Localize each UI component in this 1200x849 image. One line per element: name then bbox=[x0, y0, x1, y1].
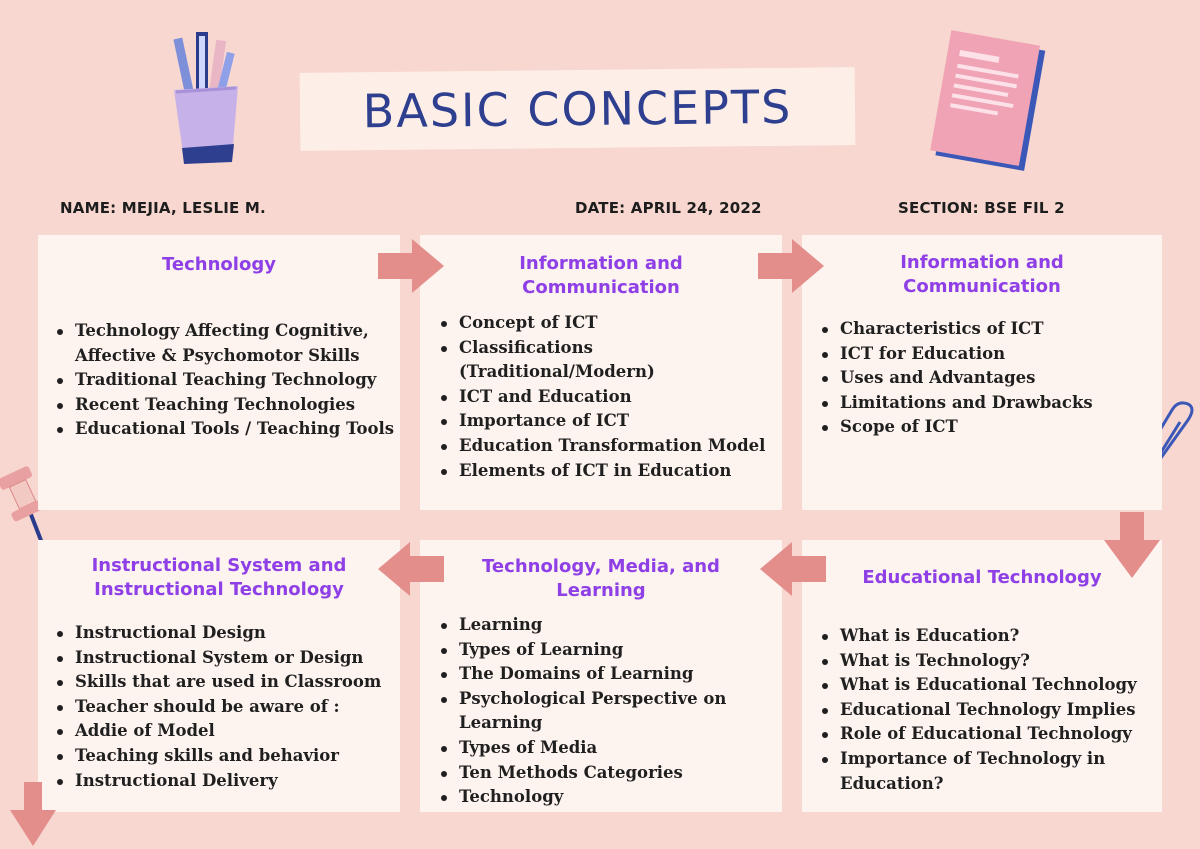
card-information-communication-1 bbox=[420, 235, 782, 510]
list-item: What is Education? bbox=[840, 624, 1162, 649]
card-educational-technology bbox=[802, 540, 1162, 812]
list-item: Importance of Technology in Education? bbox=[840, 747, 1162, 796]
list-item: ICT and Education bbox=[459, 385, 782, 410]
arrow-left-icon bbox=[758, 540, 826, 598]
date-label: DATE: APRIL 24, 2022 bbox=[575, 199, 762, 217]
card-list bbox=[38, 319, 400, 442]
list-item: Education Transformation Model bbox=[459, 434, 782, 459]
page-title: BASIC CONCEPTS bbox=[362, 79, 793, 139]
card-technology bbox=[38, 235, 400, 510]
list-item: Importance of ICT bbox=[459, 409, 782, 434]
notebook-icon bbox=[925, 30, 1055, 180]
card-list bbox=[802, 624, 1162, 796]
list-item: Technology Affecting Cognitive, Affective & Psychomotor Skills bbox=[75, 319, 400, 368]
card-list bbox=[420, 311, 782, 483]
list-item: Elements of ICT in Education bbox=[459, 459, 782, 484]
card-title: Educational Technology bbox=[862, 567, 1102, 588]
list-item: Traditional Teaching Technology bbox=[75, 368, 400, 393]
card-list bbox=[802, 317, 1162, 440]
arrow-right-icon bbox=[378, 237, 446, 295]
list-item: Types of Media bbox=[459, 736, 782, 761]
list-item: Educational Tools / Teaching Tools bbox=[75, 417, 400, 442]
list-item: Role of Educational Technology bbox=[840, 722, 1162, 747]
list-item: Ten Methods Categories bbox=[459, 761, 782, 786]
list-item: Educational Technology Implies bbox=[840, 698, 1162, 723]
list-item: What is Educational Technology bbox=[840, 673, 1162, 698]
list-item: Addie of Model bbox=[75, 719, 400, 744]
list-item: Classifications (Traditional/Modern) bbox=[459, 336, 782, 385]
list-item: Instructional Delivery bbox=[75, 769, 400, 794]
card-title: Information and Communication bbox=[519, 253, 683, 298]
card-information-communication-2 bbox=[802, 235, 1162, 510]
arrow-down-icon bbox=[8, 782, 58, 848]
list-item: Instructional Design bbox=[75, 621, 400, 646]
card-instructional-system bbox=[38, 540, 400, 812]
list-item: What is Technology? bbox=[840, 649, 1162, 674]
card-title: Information and Communication bbox=[900, 252, 1064, 297]
list-item: ICT for Education bbox=[840, 342, 1162, 367]
list-item: Uses and Advantages bbox=[840, 366, 1162, 391]
arrow-right-icon bbox=[758, 237, 826, 295]
list-item: Recent Teaching Technologies bbox=[75, 393, 400, 418]
list-item: Psychological Perspective on Learning bbox=[459, 687, 782, 736]
list-item: Instructional System or Design bbox=[75, 646, 400, 671]
list-item: Skills that are used in Classroom bbox=[75, 670, 400, 695]
arrow-down-icon bbox=[1102, 512, 1162, 580]
card-technology-media-learning bbox=[420, 540, 782, 812]
list-item: Scope of ICT bbox=[840, 415, 1162, 440]
list-item: Types of Learning bbox=[459, 638, 782, 663]
list-item: Learning bbox=[459, 613, 782, 638]
section-label: SECTION: BSE FIL 2 bbox=[898, 199, 1065, 217]
list-item: The Domains of Learning bbox=[459, 662, 782, 687]
list-item: Technology bbox=[459, 785, 782, 810]
card-list bbox=[420, 613, 782, 810]
card-title: Technology bbox=[162, 254, 276, 275]
card-list bbox=[38, 621, 400, 793]
title-banner bbox=[300, 67, 856, 151]
card-title: Technology, Media, and Learning bbox=[482, 556, 720, 601]
list-item: Limitations and Drawbacks bbox=[840, 391, 1162, 416]
list-item: Characteristics of ICT bbox=[840, 317, 1162, 342]
list-item: Teaching skills and behavior bbox=[75, 744, 400, 769]
name-label: NAME: MEJIA, LESLIE M. bbox=[60, 199, 266, 217]
pencil-cup-icon bbox=[168, 30, 248, 170]
list-item: Teacher should be aware of : bbox=[75, 695, 400, 720]
list-item: Concept of ICT bbox=[459, 311, 782, 336]
arrow-left-icon bbox=[376, 540, 444, 598]
card-title: Instructional System and Instructional Technology bbox=[91, 555, 347, 600]
